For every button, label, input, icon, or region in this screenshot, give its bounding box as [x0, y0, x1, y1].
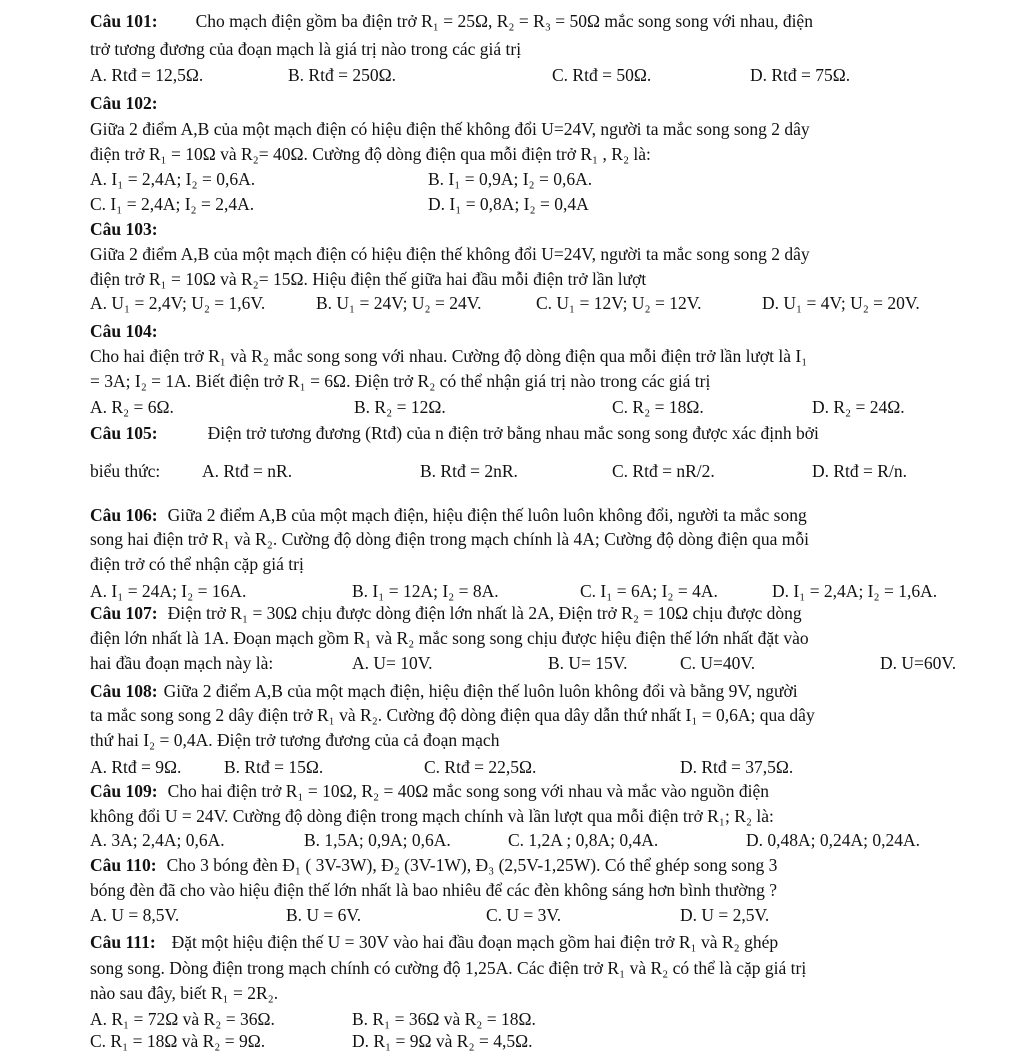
option-d: D. R₁ = 9Ω và R₂ = 4,5Ω. [352, 1031, 533, 1051]
option-d: D. U₁ = 4V; U₂ = 20V. [762, 293, 920, 313]
option-d: D. Rtđ = 75Ω. [750, 65, 851, 85]
question-text: Giữa 2 điểm A,B của một mạch điện, hiệu điện thế luôn luôn không đổi, người ta mắc song [167, 505, 807, 525]
option-d: D. Rtđ = 37,5Ω. [680, 757, 794, 777]
option-b: B. I₁ = 0,9A; I₂ = 0,6A. [428, 169, 593, 189]
question-header-line [90, 602, 802, 624]
option-b: B. Rtđ = 250Ω. [288, 65, 396, 85]
option-a: A. R₁ = 72Ω và R₂ = 36Ω. [90, 1009, 275, 1029]
question-text: Điện trở R₁ = 30Ω chịu được dòng điện lớn nhất là 2A, Điện trở R₂ = 10Ω chịu được dòng [167, 603, 802, 623]
question-line: = 3A; I₂ = 1A. Biết điện trở R₁ = 6Ω. Điện trở R₂ có thể nhận giá trị nào trong các giá trị [90, 371, 711, 391]
question-header-line [90, 10, 813, 32]
question-label: Câu 110: [90, 855, 157, 875]
option-d: D. R₂ = 24Ω. [812, 397, 905, 417]
question-label: Câu 108: [90, 681, 158, 701]
question-line: song song. Dòng điện trong mạch chính có cường độ 1,25A. Các điện trở R₁ và R₂ có thể là cặp giá trị [90, 958, 807, 978]
option-c: C. I₁ = 2,4A; I₂ = 2,4A. [90, 194, 255, 214]
option-a: A. R₂ = 6Ω. [90, 397, 174, 417]
question-line: Giữa 2 điểm A,B của một mạch điện có hiệu điện thế không đổi U=24V, người ta mắc song song 2 dây [90, 119, 810, 139]
question-text: Cho 3 bóng đèn Đ₁ ( 3V-3W), Đ₂ (3V-1W), Đ₃ (2,5V-1,25W). Có thể ghép song song 3 [166, 855, 778, 875]
option-a: A. Rtđ = nR. [202, 461, 293, 481]
option-a: A. U₁ = 2,4V; U₂ = 1,6V. [90, 293, 266, 313]
option-c: C. U = 3V. [486, 905, 562, 925]
option-d: D. I₁ = 0,8A; I₂ = 0,4A [428, 194, 589, 214]
option-d: D. U = 2,5V. [680, 905, 770, 925]
question-text: Cho hai điện trở R₁ = 10Ω, R₂ = 40Ω mắc song song với nhau và mắc vào nguồn điện [167, 781, 769, 801]
question-label: Câu 103: [90, 219, 158, 239]
question-label: Câu 111: [90, 932, 156, 952]
question-header-line [90, 931, 778, 953]
question-label: Câu 105: [90, 423, 158, 443]
question-line: trở tương đương của đoạn mạch là giá trị nào trong các giá trị [90, 39, 522, 59]
question-line: điện trở R₁ = 10Ω và R₂= 15Ω. Hiệu điện thế giữa hai đầu mỗi điện trở lần lượt [90, 269, 647, 289]
question-prefix: hai đầu đoạn mạch này là: [90, 653, 274, 673]
question-header-line [90, 422, 819, 444]
option-c: C. U=40V. [680, 653, 756, 673]
option-a: A. 3A; 2,4A; 0,6A. [90, 830, 225, 850]
question-line: song hai điện trở R₁ và R₂. Cường độ dòng điện trong mạch chính là 4A; Cường độ dòng điện qua mỗi [90, 529, 809, 549]
option-c: C. U₁ = 12V; U₂ = 12V. [536, 293, 702, 313]
option-a: A. I₁ = 24A; I₂ = 16A. [90, 581, 247, 601]
option-b: B. Rtđ = 15Ω. [224, 757, 324, 777]
question-line: Giữa 2 điểm A,B của một mạch điện có hiệu điện thế không đổi U=24V, người ta mắc song song 2 dây [90, 244, 810, 264]
question-header-line [90, 680, 798, 702]
option-c: C. R₂ = 18Ω. [612, 397, 704, 417]
question-header-line [90, 504, 807, 526]
question-header-line [90, 780, 769, 802]
question-label: Câu 101: [90, 11, 158, 31]
option-c: C. Rtđ = nR/2. [612, 461, 715, 481]
question-line: bóng đèn đã cho vào hiệu điện thế lớn nhất là bao nhiêu để các đèn không sáng hơn bình thường ? [90, 880, 778, 900]
question-text: Đặt một hiệu điện thế U = 30V vào hai đầu đoạn mạch gồm hai điện trở R₁ và R₂ ghép [171, 932, 779, 952]
option-a: A. Rtđ = 9Ω. [90, 757, 182, 777]
option-a: A. U = 8,5V. [90, 905, 180, 925]
question-line: không đổi U = 24V. Cường độ dòng điện trong mạch chính và lần lượt qua mỗi điện trở R₁; R₂ là: [90, 806, 774, 826]
option-c: C. 1,2A ; 0,8A; 0,4A. [508, 830, 659, 850]
question-line: ta mắc song song 2 dây điện trở R₁ và R₂. Cường độ dòng điện qua dây dẫn thứ nhất I₁ = 0,6A; qua dây [90, 705, 815, 725]
option-d: D. 0,48A; 0,24A; 0,24A. [746, 830, 921, 850]
question-line: thứ hai I₂ = 0,4A. Điện trở tương đương của cả đoạn mạch [90, 730, 500, 750]
option-c: C. Rtđ = 50Ω. [552, 65, 652, 85]
question-label: Câu 107: [90, 603, 158, 623]
option-b: B. I₁ = 12A; I₂ = 8A. [352, 581, 499, 601]
question-line: nào sau đây, biết R₁ = 2R₂. [90, 983, 279, 1003]
question-label: Câu 104: [90, 321, 158, 341]
question-text: Giữa 2 điểm A,B của một mạch điện, hiệu điện thế luôn luôn không đổi và bằng 9V, người [163, 681, 798, 701]
question-text: Cho mạch điện gồm ba điện trở R₁ = 25Ω, R₂ = R₃ = 50Ω mắc song song với nhau, điện [195, 11, 813, 31]
option-b: B. R₂ = 12Ω. [354, 397, 446, 417]
option-c: C. R₁ = 18Ω và R₂ = 9Ω. [90, 1031, 266, 1051]
option-b: B. U₁ = 24V; U₂ = 24V. [316, 293, 482, 313]
question-text: Điện trở tương đương (Rtđ) của n điện trở bằng nhau mắc song song được xác định bởi [207, 423, 819, 443]
option-b: B. Rtđ = 2nR. [420, 461, 518, 481]
question-line: điện trở R₁ = 10Ω và R₂= 40Ω. Cường độ dòng điện qua mỗi điện trở R₁ , R₂ là: [90, 144, 651, 164]
option-a: A. U= 10V. [352, 653, 433, 673]
question-label: Câu 109: [90, 781, 158, 801]
option-b: B. 1,5A; 0,9A; 0,6A. [304, 830, 451, 850]
option-d: D. U=60V. [880, 653, 957, 673]
question-prefix: biểu thức: [90, 461, 161, 481]
question-line: điện lớn nhất là 1A. Đoạn mạch gồm R₁ và R₂ mắc song song chịu được hiệu điện thế lớn nhất đặt vào [90, 628, 809, 648]
question-label: Câu 106: [90, 505, 158, 525]
option-d: D. Rtđ = R/n. [812, 461, 907, 481]
option-d: D. I₁ = 2,4A; I₂ = 1,6A. [772, 581, 938, 601]
question-line: điện trở có thể nhận cặp giá trị [90, 554, 304, 574]
question-header-line [90, 854, 777, 876]
option-b: B. R₁ = 36Ω và R₂ = 18Ω. [352, 1009, 536, 1029]
option-a: A. I₁ = 2,4A; I₂ = 0,6A. [90, 169, 256, 189]
option-c: C. I₁ = 6A; I₂ = 4A. [580, 581, 718, 601]
question-label: Câu 102: [90, 93, 158, 113]
question-line: Cho hai điện trở R₁ và R₂ mắc song song với nhau. Cường độ dòng điện qua mỗi điện trở lần lượt là I₁ [90, 346, 808, 366]
option-b: B. U= 15V. [548, 653, 628, 673]
option-b: B. U = 6V. [286, 905, 362, 925]
option-a: A. Rtđ = 12,5Ω. [90, 65, 204, 85]
option-c: C. Rtđ = 22,5Ω. [424, 757, 537, 777]
